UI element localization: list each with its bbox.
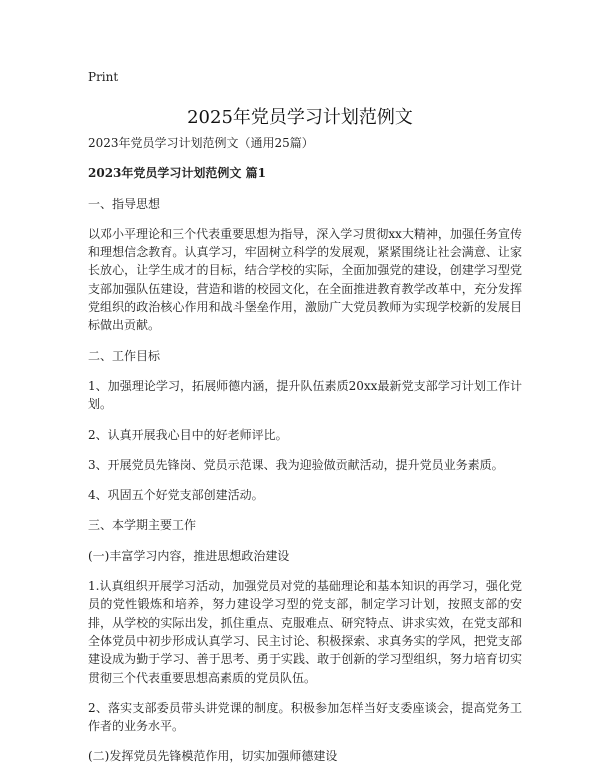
paragraph-guiding-ideology: 以邓小平理论和三个代表重要思想为指导，深入学习贯彻xx大精神，加强任务宣传和理想信念教育。认真学习，牢固树立科学的发展观，紧紧围绕让社会满意、让家长放心，让学生成才的目标，结合学校的实际，全面加强党的建设，创建学习型党支部加强队伍建设，营造和谐的校园文化，在全面推进教育教学改革中，充分发挥党组织的政治核心作用和战斗堡垒作用，激励广大党员教师为实现学校新的发展目标做出贡献。 (88, 226, 522, 333)
paragraph-goal-2: 2、认真开展我心目中的好老师评比。 (88, 427, 288, 442)
paragraph-heading-main-work: 三、本学期主要工作 (88, 518, 197, 533)
paragraph-work-item-2: 2、落实支部委员带头讲党课的制度。积极参加怎样当好支委座谈会，提高党务工作者的业务水平。 (88, 700, 522, 734)
document-subtitle: 2023年党员学习计划范例文（通用25篇） (88, 136, 314, 150)
paragraph-heading-work-goals: 二、工作目标 (88, 348, 161, 363)
paragraph-work-item-1: 1.认真组织开展学习活动，加强党员对党的基础理论和基本知识的再学习，强化党员的党性锻炼和培养，努力建设学习型的党支部，制定学习计划，按照支部的安排，从学校的实际出发，抓住重点、克服难点、研究特点、讲求实效，在党支部和全体党员中初步形成认真学习、民主讨论、积极探索、求真务实的学风，把党支部建设成为勤于学习、善于思考、勇于实践、敢于创新的学习型组织，努力培育切实贯彻三个代表重要思想高素质的党员队伍。 (88, 579, 522, 685)
paragraph-goal-1: 1、加强理论学习，拓展师德内涵，提升队伍素质20xx最新党支部学习计划工作计划。 (88, 378, 522, 412)
paragraph-goal-4: 4、巩固五个好党支部创建活动。 (88, 488, 264, 503)
paragraph-heading-guiding-ideology: 一、指导思想 (88, 196, 161, 211)
print-link[interactable]: Print (88, 70, 119, 84)
paragraph-goal-3: 3、开展党员先锋岗、党员示范课、我为迎验做贡献活动，提升党员业务素质。 (88, 457, 504, 472)
section-heading: 2023年党员学习计划范例文 篇1 (88, 166, 266, 181)
document-body (88, 134, 522, 778)
paragraph-subheading-2: (二)发挥党员先锋模范作用，切实加强师德建设 (88, 749, 338, 764)
page-title: 2025年党员学习计划范例文 (187, 107, 413, 128)
paragraph-subheading-1: (一)丰富学习内容，推进思想政治建设 (88, 548, 290, 563)
